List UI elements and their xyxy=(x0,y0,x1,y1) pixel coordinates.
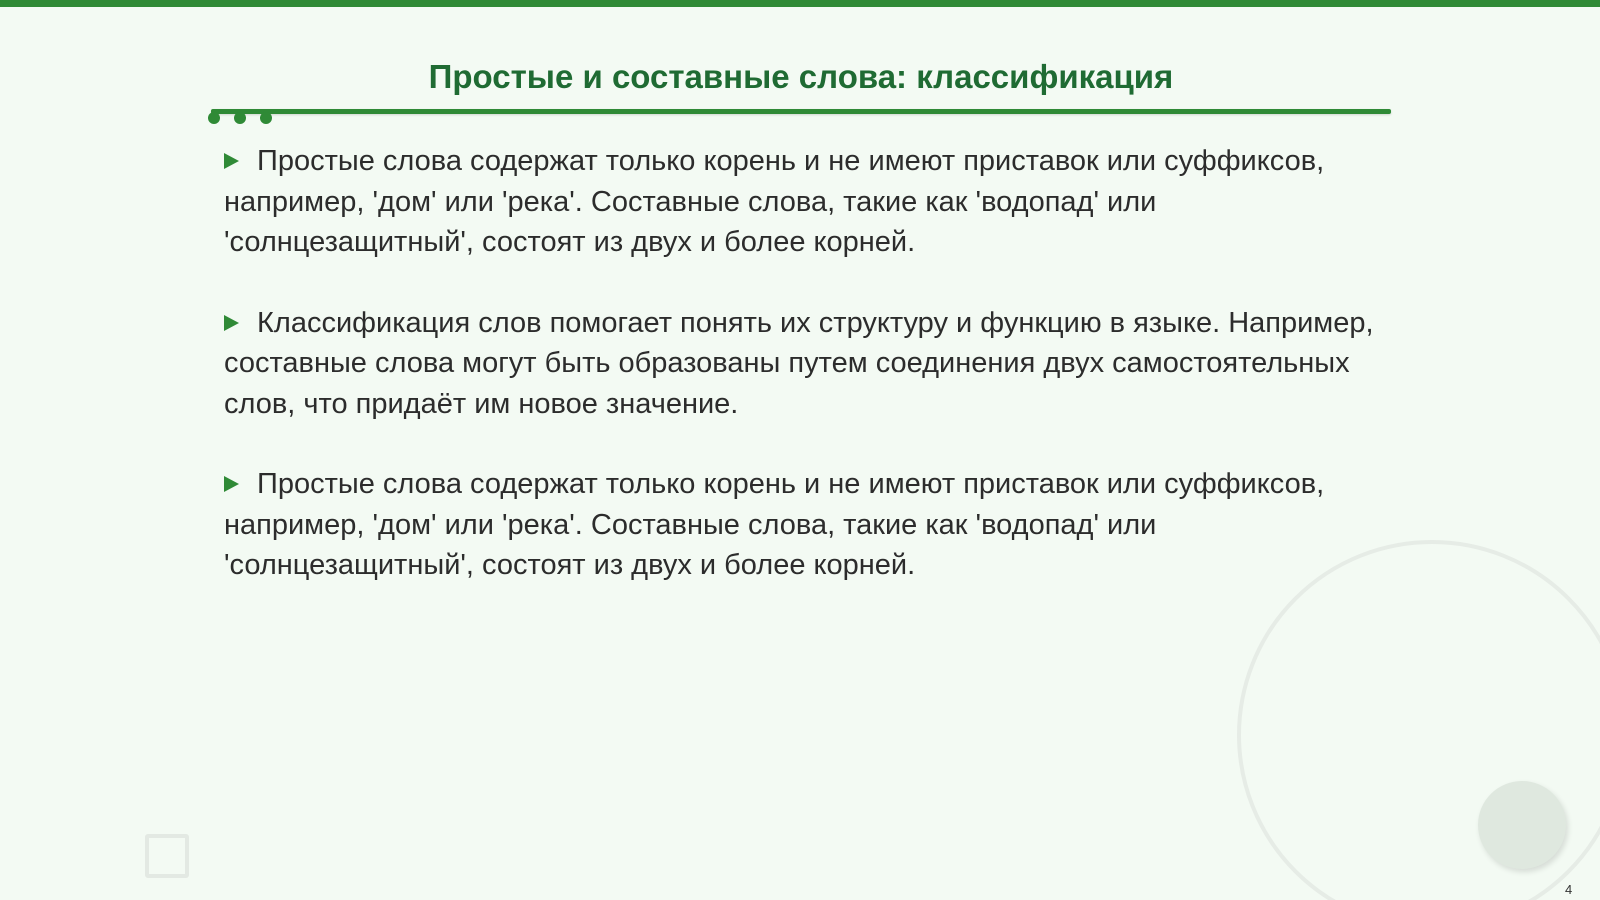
bullet-text: Простые слова содержат только корень и не имеют приставок или суффиксов, например, 'дом' или 'река'. Составные слова, такие как 'водопад' или 'солнцезащитный', состоят из двух и более корней. xyxy=(224,468,1325,581)
bullet-item xyxy=(224,303,1404,425)
triangle-right-icon xyxy=(224,476,239,492)
triangle-right-icon xyxy=(224,315,239,331)
page-number: 4 xyxy=(1565,882,1573,897)
bullet-item xyxy=(224,141,1404,263)
bullet-list xyxy=(224,141,1404,626)
top-accent-bar xyxy=(0,0,1600,7)
bullet-text: Простые слова содержат только корень и не имеют приставок или суффиксов, например, 'дом' или 'река'. Составные слова, такие как 'водопад' или 'солнцезащитный', состоят из двух и более корней. xyxy=(224,145,1325,258)
slide-title: Простые и составные слова: классификация xyxy=(428,58,1174,95)
title-underline xyxy=(211,109,1391,114)
decorative-dot-icon xyxy=(260,112,272,124)
bullet-item xyxy=(224,464,1404,586)
decorative-dot-icon xyxy=(234,112,246,124)
decorative-disc xyxy=(1478,781,1566,869)
decorative-square xyxy=(145,834,189,878)
decorative-dot-icon xyxy=(208,112,220,124)
bullet-text: Классификация слов помогает понять их структуру и функцию в языке. Например, составные слова могут быть образованы путем соединения двух самостоятельных слов, что придаёт им новое значение. xyxy=(224,306,1374,420)
triangle-right-icon xyxy=(224,153,239,169)
